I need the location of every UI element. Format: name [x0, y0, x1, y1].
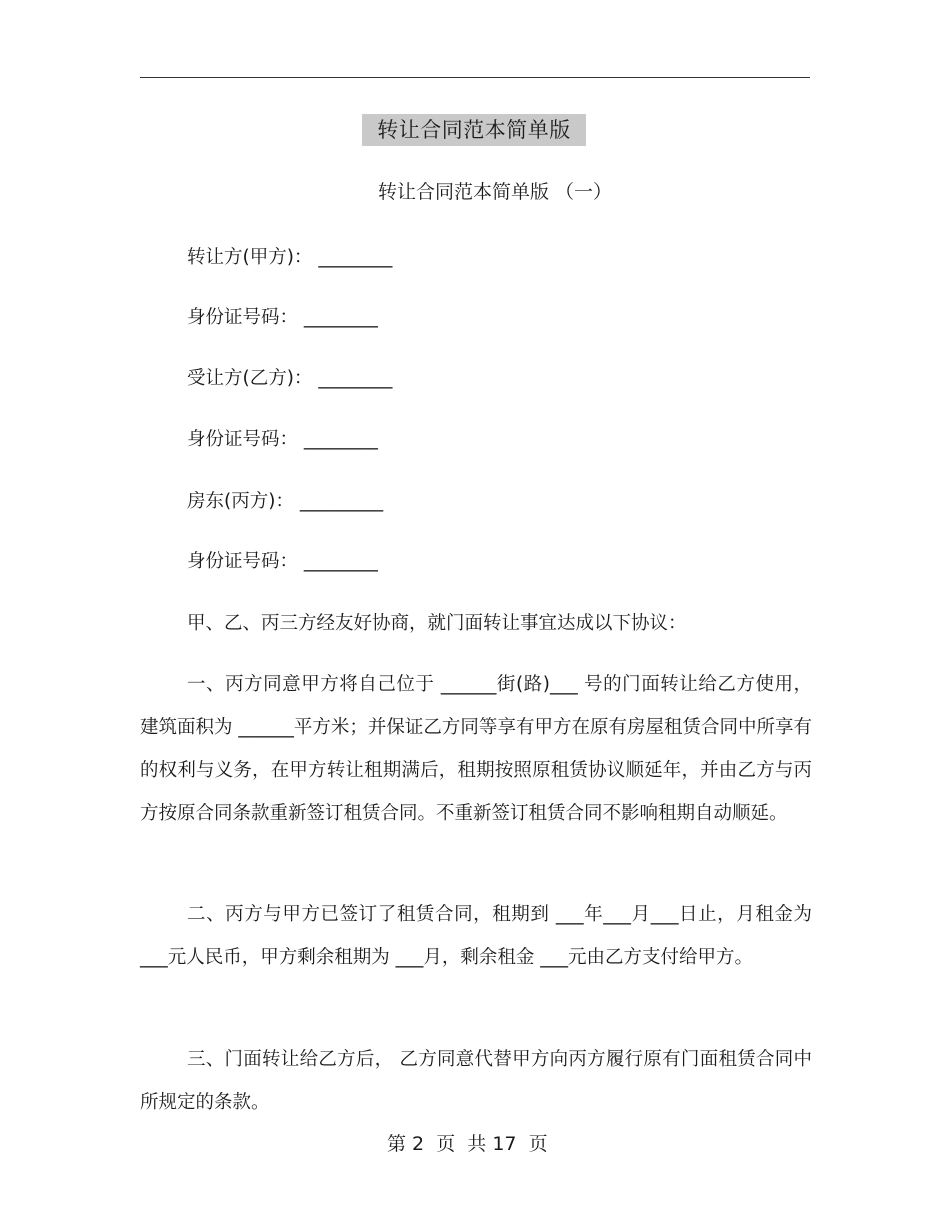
document-subtitle: 转让合同范本简单版 （一） [378, 181, 613, 203]
paragraph-intro: 甲、乙、丙三方经友好协商，就门面转让事宜达成以下协议： [187, 613, 687, 634]
field-transferee: 受让方(乙方)： ________ [187, 368, 393, 389]
field-landlord-id: 身份证号码： ________ [187, 551, 378, 572]
field-transferee-id: 身份证号码： ________ [187, 429, 378, 450]
paragraph-clause-3: 三、门面转让给乙方后， 乙方同意代替甲方向丙方履行原有门面租赁合同中所规定的条款。 [140, 1049, 812, 1113]
page-footer: 第 2 页 共 17 页 [387, 1133, 548, 1155]
header-rule [140, 77, 810, 78]
field-transferor-id: 身份证号码： ________ [187, 307, 378, 328]
field-transferor: 转让方(甲方)： ________ [187, 247, 393, 268]
document-title: 转让合同范本简单版 [362, 114, 586, 146]
paragraph-clause-2: 二、丙方与甲方已签订了租赁合同，租期到 ___年___月___日止，月租金为 ___元人民币，甲方剩余租期为 ___月，剩余租金 ___元由乙方支付给甲方。 [140, 904, 812, 968]
paragraph-clause-1: 一、丙方同意甲方将自己位于 ______街(路)___ 号的门面转让给乙方使用，建筑面积为 ______平方米；并保证乙方同等享有甲方在原有房屋租赁合同中所享有的权利与义务，在甲方转让租期满后，租期按照原租赁协议顺延年，并由乙方与丙方按原合同条款重新签订租赁合同。不重新签订租赁合同不影响租期自动顺延。 [140, 674, 812, 824]
field-landlord: 房东(丙方)： _________ [187, 491, 384, 512]
